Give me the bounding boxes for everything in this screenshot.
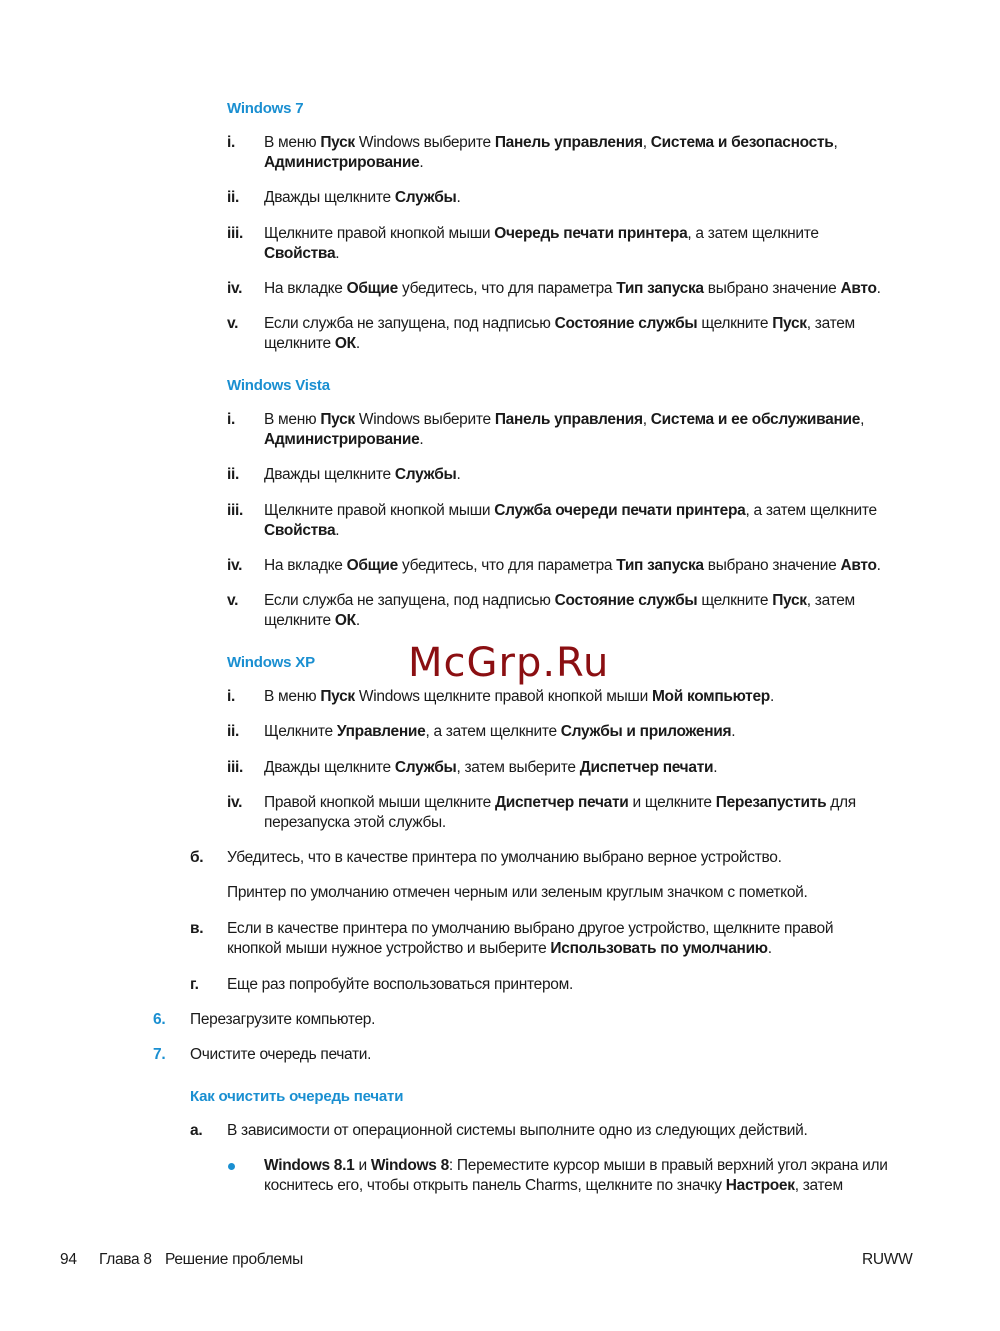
item-text: Дважды щелкните Службы. — [264, 466, 461, 483]
item-text: В меню Пуск Windows щелкните правой кнопкой мыши Мой компьютер. — [264, 688, 774, 705]
item-text: Если служба не запущена, под надписью Состояние службы щелкните Пуск, затем — [264, 315, 855, 332]
item-marker: ii. — [227, 723, 240, 740]
item-text: Если в качестве принтера по умолчанию выбрано другое устройство, щелкните правой — [227, 920, 834, 937]
item-text: щелкните ОК. — [264, 612, 360, 629]
item-marker: i. — [227, 688, 236, 705]
item-text: Щелкните Управление, а затем щелкните Службы и приложения. — [264, 723, 736, 740]
item-marker: ii. — [227, 466, 240, 483]
item-text: В зависимости от операционной системы выполните одно из следующих действий. — [227, 1122, 808, 1139]
item-marker: iv. — [227, 557, 243, 574]
item-text: коснитесь его, чтобы открыть панель Charms, щелкните по значку Настроек, затем — [264, 1177, 843, 1194]
item-marker: ii. — [227, 189, 240, 206]
item-text: Администрирование. — [264, 431, 424, 448]
chapter-label: Глава 8 — [99, 1251, 152, 1268]
item-text: Администрирование. — [264, 154, 424, 171]
heading-windows-7: Windows 7 — [227, 100, 304, 117]
item-marker: в. — [190, 920, 204, 937]
item-text: Правой кнопкой мыши щелкните Диспетчер печати и щелкните Перезапустить для — [264, 794, 856, 811]
document-code: RUWW — [862, 1251, 913, 1268]
item-marker: а. — [190, 1122, 203, 1139]
step-marker: 7. — [153, 1046, 166, 1063]
item-text: Убедитесь, что в качестве принтера по умолчанию выбрано верное устройство. — [227, 849, 782, 866]
item-marker: i. — [227, 411, 236, 428]
item-text: Дважды щелкните Службы. — [264, 189, 461, 206]
item-text: На вкладке Общие убедитесь, что для параметра Тип запуска выбрано значение Авто. — [264, 280, 881, 297]
item-marker: iv. — [227, 280, 243, 297]
item-text: щелкните ОК. — [264, 335, 360, 352]
item-text: Еще раз попробуйте воспользоваться принтером. — [227, 976, 573, 993]
item-marker: б. — [190, 849, 204, 866]
item-text: Свойства. — [264, 522, 340, 539]
item-marker: iv. — [227, 794, 243, 811]
item-text: В меню Пуск Windows выберите Панель управления, Система и безопасность, — [264, 134, 838, 151]
step-text: Перезагрузите компьютер. — [190, 1011, 376, 1028]
item-text: Дважды щелкните Службы, затем выберите Диспетчер печати. — [264, 759, 718, 776]
item-note: Принтер по умолчанию отмечен черным или зеленым круглым значком с пометкой. — [227, 884, 808, 901]
chapter-title: Решение проблемы — [165, 1251, 303, 1268]
item-text: Щелкните правой кнопкой мыши Служба очереди печати принтера, а затем щелкните — [264, 502, 877, 519]
bullet-icon — [228, 1163, 235, 1170]
step-marker: 6. — [153, 1011, 166, 1028]
step-text: Очистите очередь печати. — [190, 1046, 372, 1063]
item-marker: iii. — [227, 225, 244, 242]
item-text: перезапуска этой службы. — [264, 814, 446, 831]
item-text: В меню Пуск Windows выберите Панель управления, Система и ее обслуживание, — [264, 411, 865, 428]
item-text: Щелкните правой кнопкой мыши Очередь печати принтера, а затем щелкните — [264, 225, 819, 242]
item-text: Если служба не запущена, под надписью Состояние службы щелкните Пуск, затем — [264, 592, 855, 609]
item-marker: iii. — [227, 502, 244, 519]
watermark: McGrp.Ru — [408, 640, 610, 686]
heading-clear-queue: Как очистить очередь печати — [190, 1088, 404, 1105]
item-text: Свойства. — [264, 245, 340, 262]
item-marker: v. — [227, 315, 239, 332]
item-text: Windows 8.1 и Windows 8: Переместите курсор мыши в правый верхний угол экрана или — [264, 1157, 888, 1174]
item-marker: iii. — [227, 759, 244, 776]
page-number: 94 — [60, 1251, 77, 1268]
item-marker: г. — [190, 976, 199, 993]
item-text: На вкладке Общие убедитесь, что для параметра Тип запуска выбрано значение Авто. — [264, 557, 881, 574]
heading-windows-xp: Windows XP — [227, 654, 315, 671]
item-marker: i. — [227, 134, 236, 151]
heading-windows-vista: Windows Vista — [227, 377, 330, 394]
item-marker: v. — [227, 592, 239, 609]
item-text: кнопкой мыши нужное устройство и выберите Использовать по умолчанию. — [227, 940, 772, 957]
